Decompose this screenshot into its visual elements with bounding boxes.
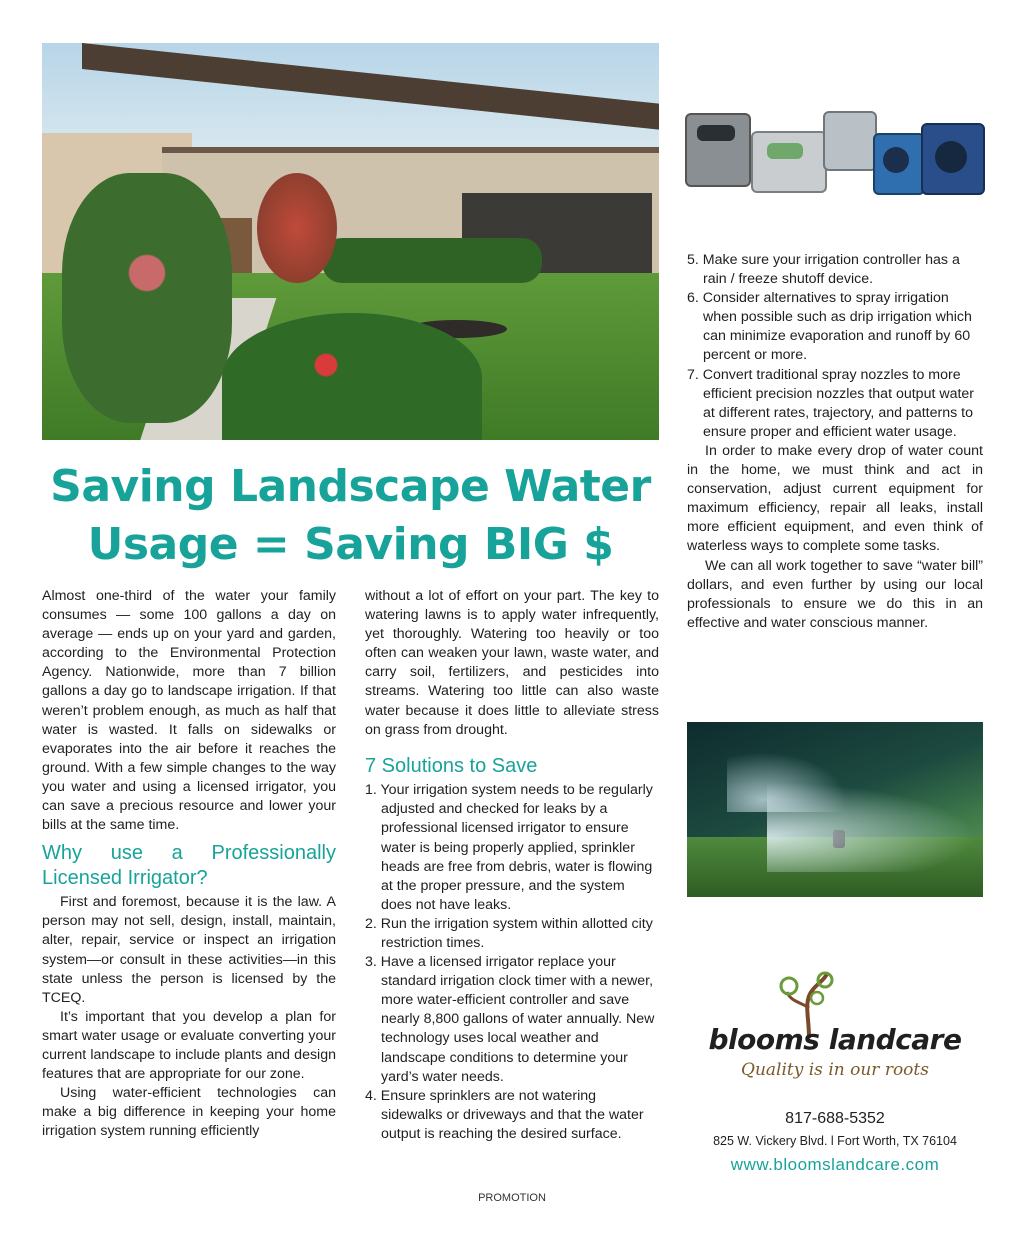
subheading-licensed-irrigator: Why use a Professionally Licensed Irrigator? <box>42 842 336 889</box>
article-column-1 <box>42 587 336 1141</box>
solutions-list <box>365 781 659 1144</box>
website-link[interactable]: www.bloomslandcare.com <box>730 1155 940 1174</box>
paragraph: It’s important that you develop a plan for smart water usage or evaluate converting your current landscape to include plants and design features that are appropriate for our zone. <box>42 1008 336 1083</box>
paragraph: without a lot of effort on your part. The key to watering lawns is to apply water infrequently, yet thoroughly. Watering too heavily or too often can weaken your lawn, waste water, and carry soil, fertilizers, and pesticides into streams. Watering too little can also waste water because it does little to alleviate stress on grass from drought. <box>365 588 659 738</box>
list-item: 1. Your irrigation system needs to be regularly adjusted and checked for leaks by a professional licensed irrigator to ensure water is being properly applied, sprinkler heads are free from debris, water is flowing at the proper pressure, and the system does not have leaks. <box>365 782 653 913</box>
list-item: 2. Run the irrigation system within allotted city restriction times. <box>365 915 653 951</box>
blooms-landcare-logo <box>687 968 983 1088</box>
address: 825 W. Vickery Blvd. l Fort Worth, TX 76104 <box>713 1134 957 1148</box>
irrigation-controllers-photo <box>683 103 983 193</box>
article-column-2 <box>365 587 659 1144</box>
logo-brand-text: blooms landcare <box>708 1023 962 1056</box>
solutions-list-continued <box>687 251 983 442</box>
list-item: 4. Ensure sprinklers are not watering sidewalks or driveways and that the water output is reaching the desired surface. <box>365 1087 644 1142</box>
sprinkler-photo <box>687 722 983 897</box>
landscape-photo <box>42 43 659 440</box>
promotion-label: PROMOTION <box>478 1192 546 1204</box>
paragraph: We can all work together to save “water bill” dollars, and even further by using our local professionals to ensure we do this in an effective and water conscious manner. <box>687 557 983 631</box>
list-item: 6. Consider alternatives to spray irrigation when possible such as drip irrigation which can minimize evaporation and runoff by 60 percent or more. <box>687 290 972 364</box>
logo-tagline: Quality is in our roots <box>741 1060 929 1080</box>
intro-paragraph: Almost one-third of the water your family consumes — some 100 gallons a day on average — ends up on your yard and garden, according to the Environmental Protection Agency. Nationwide, more than 7 billion gallons a day go to landscape irrigation. If that weren’t problem enough, as much as half that water is wasted. It falls on sidewalks or evaporates into the air before it reaches the ground. With a few simple changes to the way you water and using a licensed irrigator, you can save a precious resource and lower your bills at the same time. <box>42 588 336 834</box>
headline <box>42 458 659 574</box>
subheading-7-solutions: 7 Solutions to Save <box>365 754 538 777</box>
article-column-3 <box>687 251 983 633</box>
headline-line-2: Usage = Saving BIG $ <box>87 519 614 570</box>
phone-number: 817-688-5352 <box>785 1110 885 1127</box>
paragraph: Using water-efficient technologies can make a big difference in keeping your home irrigation system running efficiently <box>42 1085 336 1140</box>
list-item: 7. Convert traditional spray nozzles to more efficient precision nozzles that output water at different rates, trajectory, and patterns to ensure proper and efficient water usage. <box>687 366 975 440</box>
paragraph: In order to make every drop of water count in the home, we must think and act in conservation, adjust current equipment for maximum efficiency, repair all leaks, install more efficient equipment, and even think of waterless ways to complete some tasks. <box>687 442 983 555</box>
list-item: 5. Make sure your irrigation controller has a rain / freeze shutoff device. <box>687 252 960 288</box>
headline-line-1: Saving Landscape Water <box>50 461 651 512</box>
paragraph: First and foremost, because it is the law. A person may not sell, design, install, maintain, alter, repair, service or inspect an irrigation system—or consult in these activities—in this state unless the person is licensed by the TCEQ. <box>42 894 336 1006</box>
list-item: 3. Have a licensed irrigator replace your standard irrigation clock timer with a newer, more water-efficient controller and save nearly 8,800 gallons of water annually. New technology uses local weather and landscape conditions to determine your yard’s water needs. <box>365 954 655 1085</box>
